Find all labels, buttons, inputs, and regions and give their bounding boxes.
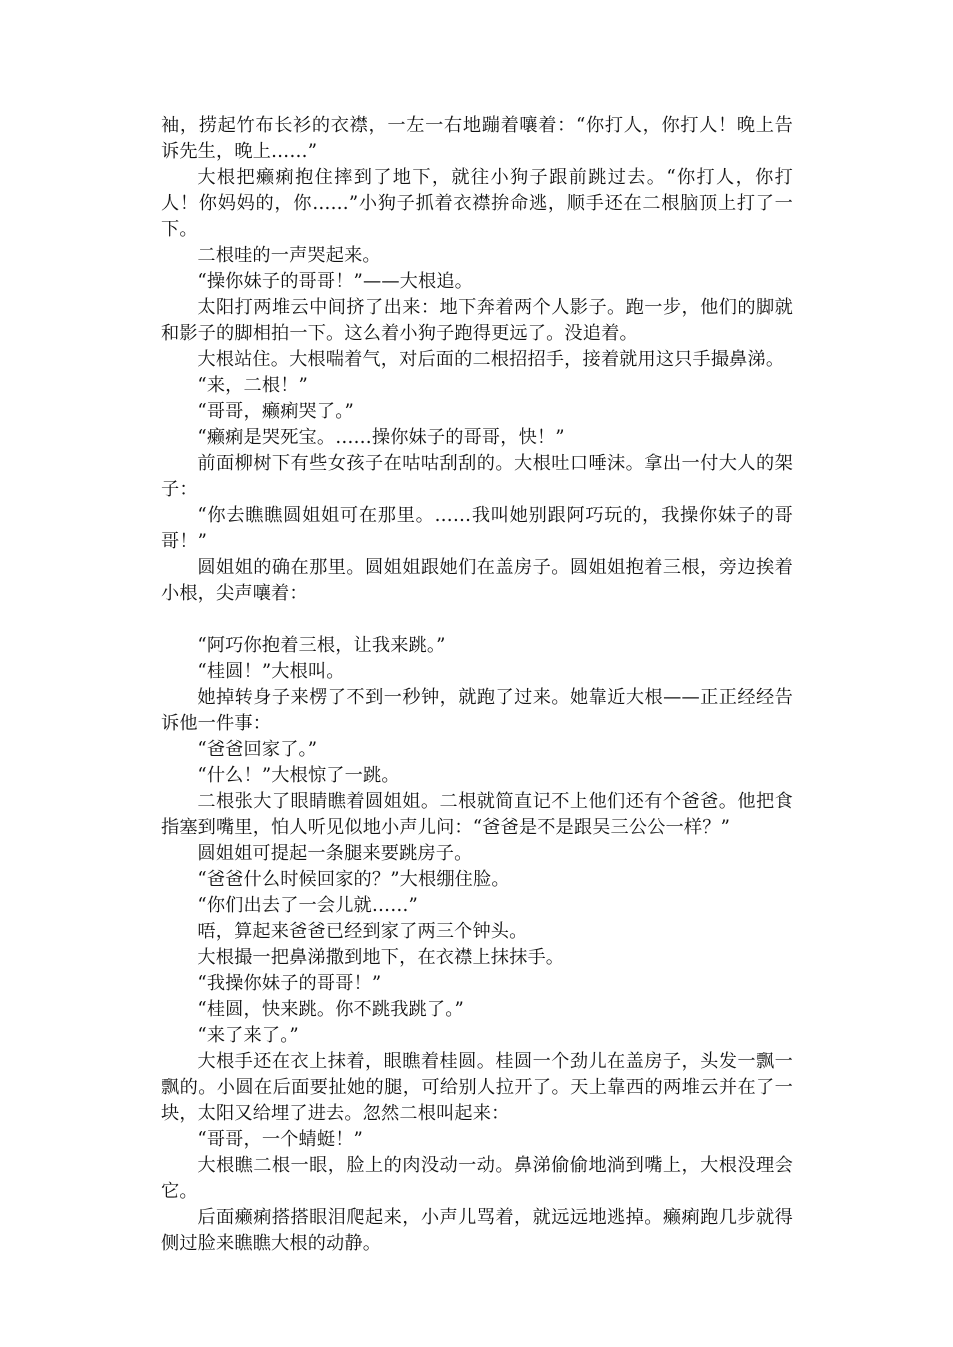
paragraph: 袖，捞起竹布长衫的衣襟，一左一右地蹦着嚷着：“你打人，你打人！晚上告诉先生，晚上……” xyxy=(161,115,793,162)
paragraph: 二根哇的一声哭起来。 xyxy=(197,245,381,266)
paragraph: 圆姐姐可提起一条腿来要跳房子。 xyxy=(197,843,473,864)
paragraph: “来了来了。” xyxy=(197,1025,299,1046)
paragraph: “哥哥，一个蜻蜓！” xyxy=(197,1129,363,1150)
paragraph: 大根手还在衣上抹着，眼瞧着桂圆。桂圆一个劲儿在盖房子，头发一飘一飘的。小圆在后面要扯她的腿，可给别人拉开了。天上靠西的两堆云并在了一块，太阳又给埋了进去。忽然二根叫起来： xyxy=(161,1051,793,1124)
story-text xyxy=(161,113,793,1257)
paragraph: “爸爸什么时候回家的？”大根绷住脸。 xyxy=(197,869,510,890)
paragraph: “阿巧你抱着三根，让我来跳。” xyxy=(197,635,446,656)
paragraph: 她掉转身子来楞了不到一秒钟，就跑了过来。她靠近大根——正正经经告诉他一件事： xyxy=(161,687,793,734)
paragraph: “桂圆！”大根叫。 xyxy=(197,661,345,682)
paragraph: “什么！”大根惊了一跳。 xyxy=(197,765,400,786)
paragraph: “你们出去了一会儿就……” xyxy=(197,895,418,916)
paragraph: “哥哥，癞痢哭了。” xyxy=(197,401,354,422)
paragraph: 前面柳树下有些女孩子在咕咕刮刮的。大根吐口唾沫。拿出一付大人的架子： xyxy=(161,453,793,500)
paragraph: “爸爸回家了。” xyxy=(197,739,318,760)
paragraph: 后面癞痢搭搭眼泪爬起来，小声儿骂着，就远远地逃掉。癞痢跑几步就得侧过脸来瞧瞧大根的动静。 xyxy=(161,1207,793,1254)
paragraph: “操你妹子的哥哥！”——大根追。 xyxy=(197,271,474,292)
paragraph: 太阳打两堆云中间挤了出来：地下奔着两个人影子。跑一步，他们的脚就和影子的脚相拍一下。这么着小狗子跑得更远了。没追着。 xyxy=(161,297,793,344)
paragraph: “桂圆，快来跳。你不跳我跳了。” xyxy=(197,999,464,1020)
paragraph: 唔，算起来爸爸已经到家了两三个钟头。 xyxy=(197,921,528,942)
paragraph: “来，二根！” xyxy=(197,375,308,396)
paragraph: 大根瞧二根一眼，脸上的肉没动一动。鼻涕偷偷地淌到嘴上，大根没理会它。 xyxy=(161,1155,793,1202)
paragraph: “你去瞧瞧圆姐姐可在那里。……我叫她别跟阿巧玩的，我操你妹子的哥哥！” xyxy=(161,505,793,552)
paragraph: “癞痢是哭死宝。……操你妹子的哥哥，快！” xyxy=(197,427,565,448)
paragraph: 大根站住。大根喘着气，对后面的二根招招手，接着就用这只手撮鼻涕。 xyxy=(197,349,785,370)
paragraph: 大根把癞痢抱住摔到了地下，就往小狗子跟前跳过去。“你打人，你打人！你妈妈的，你……”小狗子抓着衣襟拚命逃，顺手还在二根脑顶上打了一下。 xyxy=(161,167,793,240)
paragraph: 圆姐姐的确在那里。圆姐姐跟她们在盖房子。圆姐姐抱着三根，旁边挨着小根，尖声嚷着： xyxy=(161,557,793,604)
paragraph: 大根撮一把鼻涕撒到地下，在衣襟上抹抹手。 xyxy=(197,947,565,968)
paragraph: 二根张大了眼睛瞧着圆姐姐。二根就简直记不上他们还有个爸爸。他把食指塞到嘴里，怕人听见似地小声儿问：“爸爸是不是跟吴三公公一样？” xyxy=(161,791,793,838)
paragraph: “我操你妹子的哥哥！” xyxy=(197,973,382,994)
